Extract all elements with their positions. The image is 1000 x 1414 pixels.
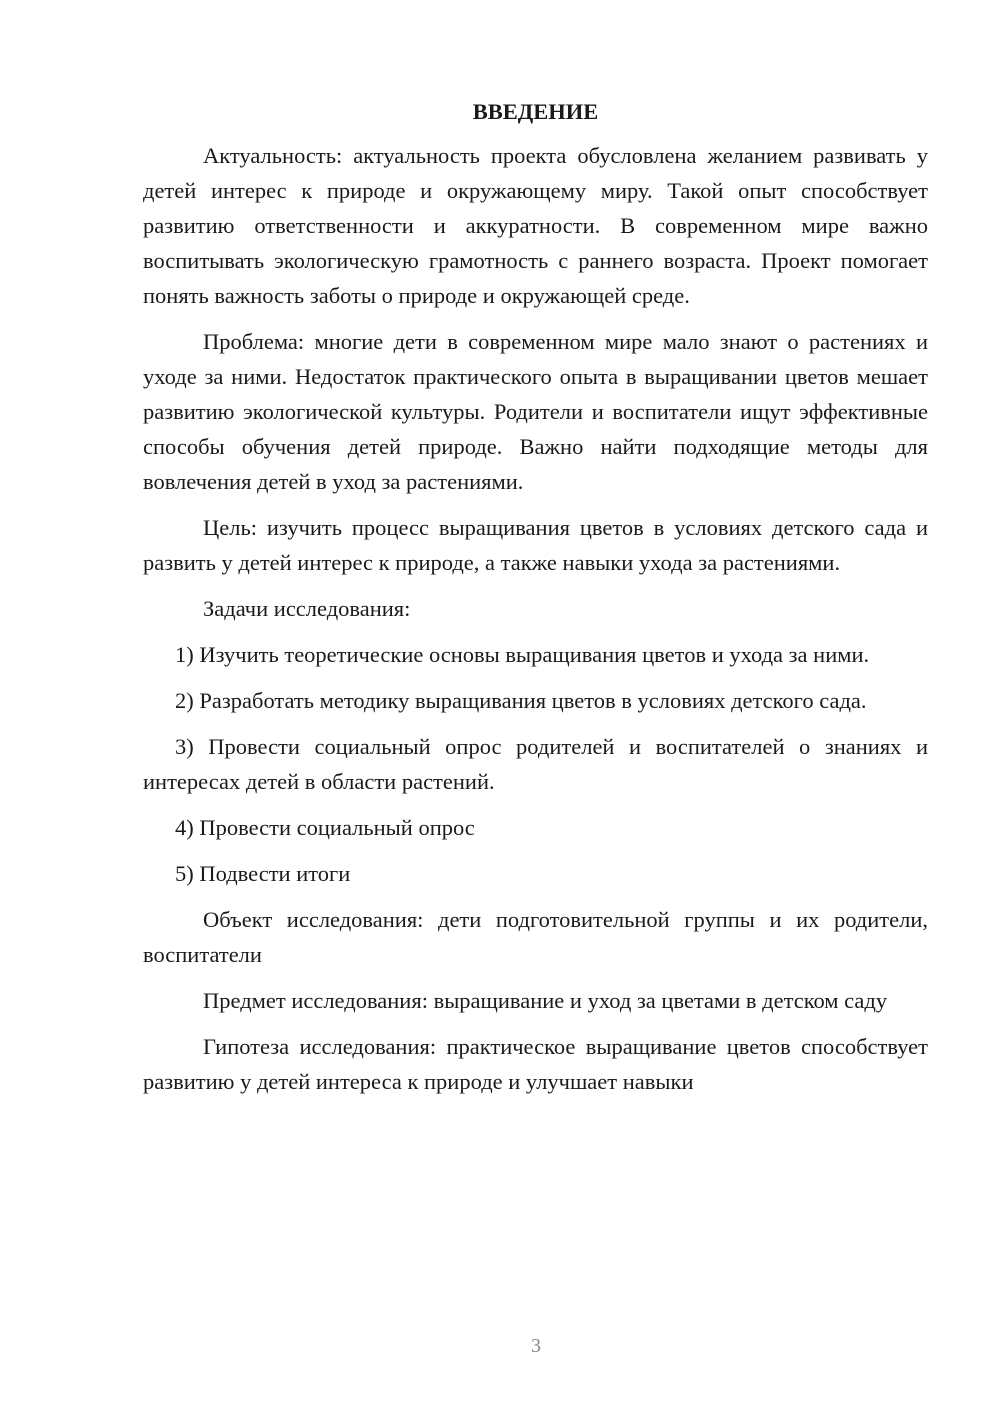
page-content <box>143 94 928 1110</box>
object-paragraph: Объект исследования: дети подготовительной группы и их родители, воспитатели <box>143 907 928 967</box>
task-item: 5) Подвести итоги <box>175 861 351 886</box>
page-number: 3 <box>531 1335 541 1357</box>
hypothesis-paragraph: Гипотеза исследования: практическое выращивание цветов способствует развитию у детей интереса к природе и улучшает навыки <box>143 1034 928 1094</box>
tasks-heading: Задачи исследования: <box>203 596 411 621</box>
section-title: ВВЕДЕНИЕ <box>472 99 599 124</box>
task-item: 3) Провести социальный опрос родителей и воспитателей о знаниях и интересах детей в области растений. <box>143 734 928 794</box>
relevance-paragraph: Актуальность: актуальность проекта обусловлена желанием развивать у детей интерес к природе и окружающему миру. Такой опыт способствует развитию ответственности и аккуратности. В современном мире важно воспитывать экологическую грамотность с раннего возраста. Проект помогает понять важность заботы о природе и окружающей среде. <box>143 143 928 308</box>
task-item: 4) Провести социальный опрос <box>175 815 475 840</box>
task-item: 2) Разработать методику выращивания цветов в условиях детского сада. <box>175 688 867 713</box>
goal-paragraph: Цель: изучить процесс выращивания цветов в условиях детского сада и развить у детей интерес к природе, а также навыки ухода за растениями. <box>143 515 928 575</box>
subject-paragraph: Предмет исследования: выращивание и уход за цветами в детском саду <box>203 988 888 1013</box>
task-item: 1) Изучить теоретические основы выращивания цветов и ухода за ними. <box>175 642 870 667</box>
problem-paragraph: Проблема: многие дети в современном мире мало знают о растениях и уходе за ними. Недостаток практического опыта в выращивании цветов мешает развитию экологической культуры. Родители и воспитатели ищут эффективные способы обучения детей природе. Важно найти подходящие методы для вовлечения детей в уход за растениями. <box>143 329 928 494</box>
